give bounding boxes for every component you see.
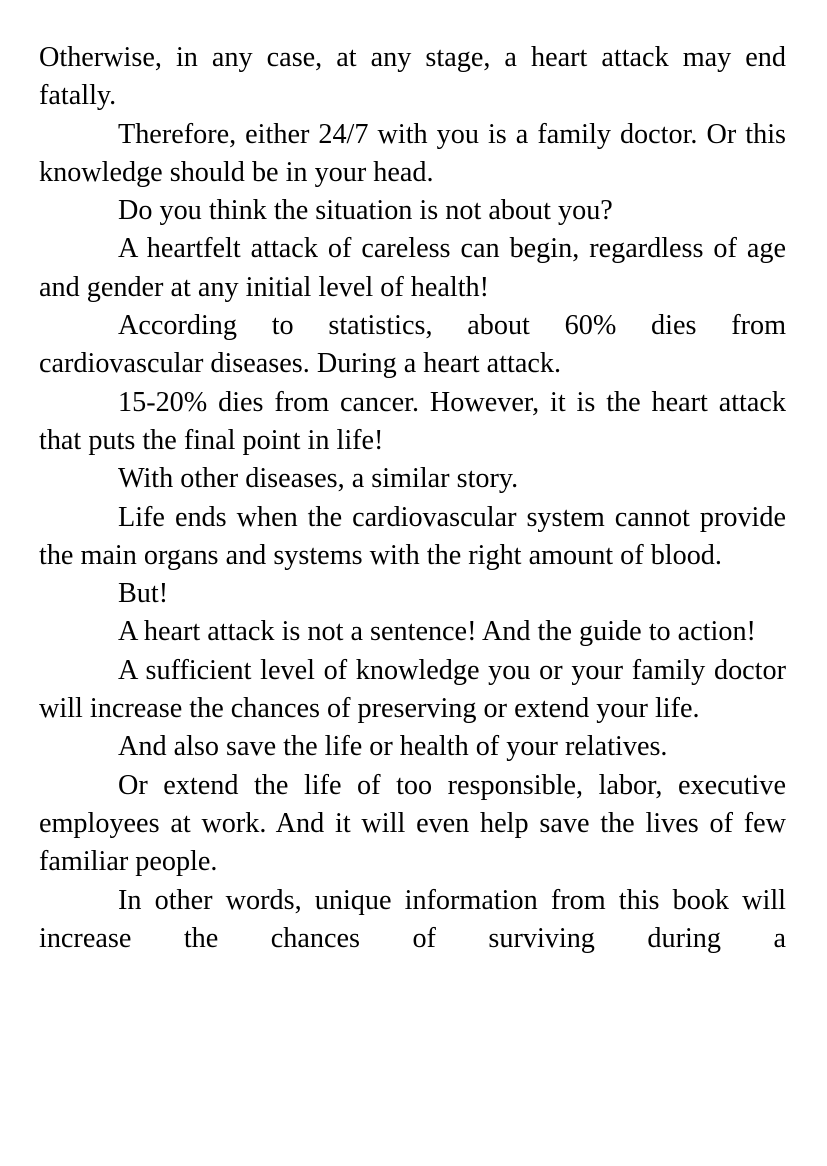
paragraph: 15-20% dies from cancer. However, it is the heart attack that puts the final point in life! bbox=[39, 386, 786, 456]
document-page bbox=[39, 39, 786, 958]
paragraph: With other diseases, a similar story. bbox=[118, 463, 519, 495]
paragraph: And also save the life or health of your relatives. bbox=[118, 731, 668, 763]
paragraph: Therefore, either 24/7 with you is a family doctor. Or this knowledge should be in your head. bbox=[39, 118, 786, 188]
paragraph: Do you think the situation is not about you? bbox=[118, 195, 613, 227]
paragraph: In other words, unique information from this book will increase the chances of surviving during a bbox=[39, 884, 786, 954]
paragraph: Or extend the life of too responsible, labor, executive employees at work. And it will even help save the lives of few familiar people. bbox=[39, 769, 786, 878]
paragraph: A heart attack is not a sentence! And the guide to action! bbox=[118, 616, 756, 648]
paragraph: Life ends when the cardiovascular system cannot provide the main organs and systems with the right amount of blood. bbox=[39, 501, 786, 571]
paragraph: A heartfelt attack of careless can begin, regardless of age and gender at any initial level of health! bbox=[39, 233, 786, 303]
paragraph: According to statistics, about 60% dies from cardiovascular diseases. During a heart attack. bbox=[39, 310, 786, 380]
paragraph: A sufficient level of knowledge you or your family doctor will increase the chances of preserving or extend your life. bbox=[39, 654, 786, 725]
paragraph: Otherwise, in any case, at any stage, a heart attack may end fatally. bbox=[39, 42, 786, 112]
paragraph: But! bbox=[118, 578, 169, 610]
